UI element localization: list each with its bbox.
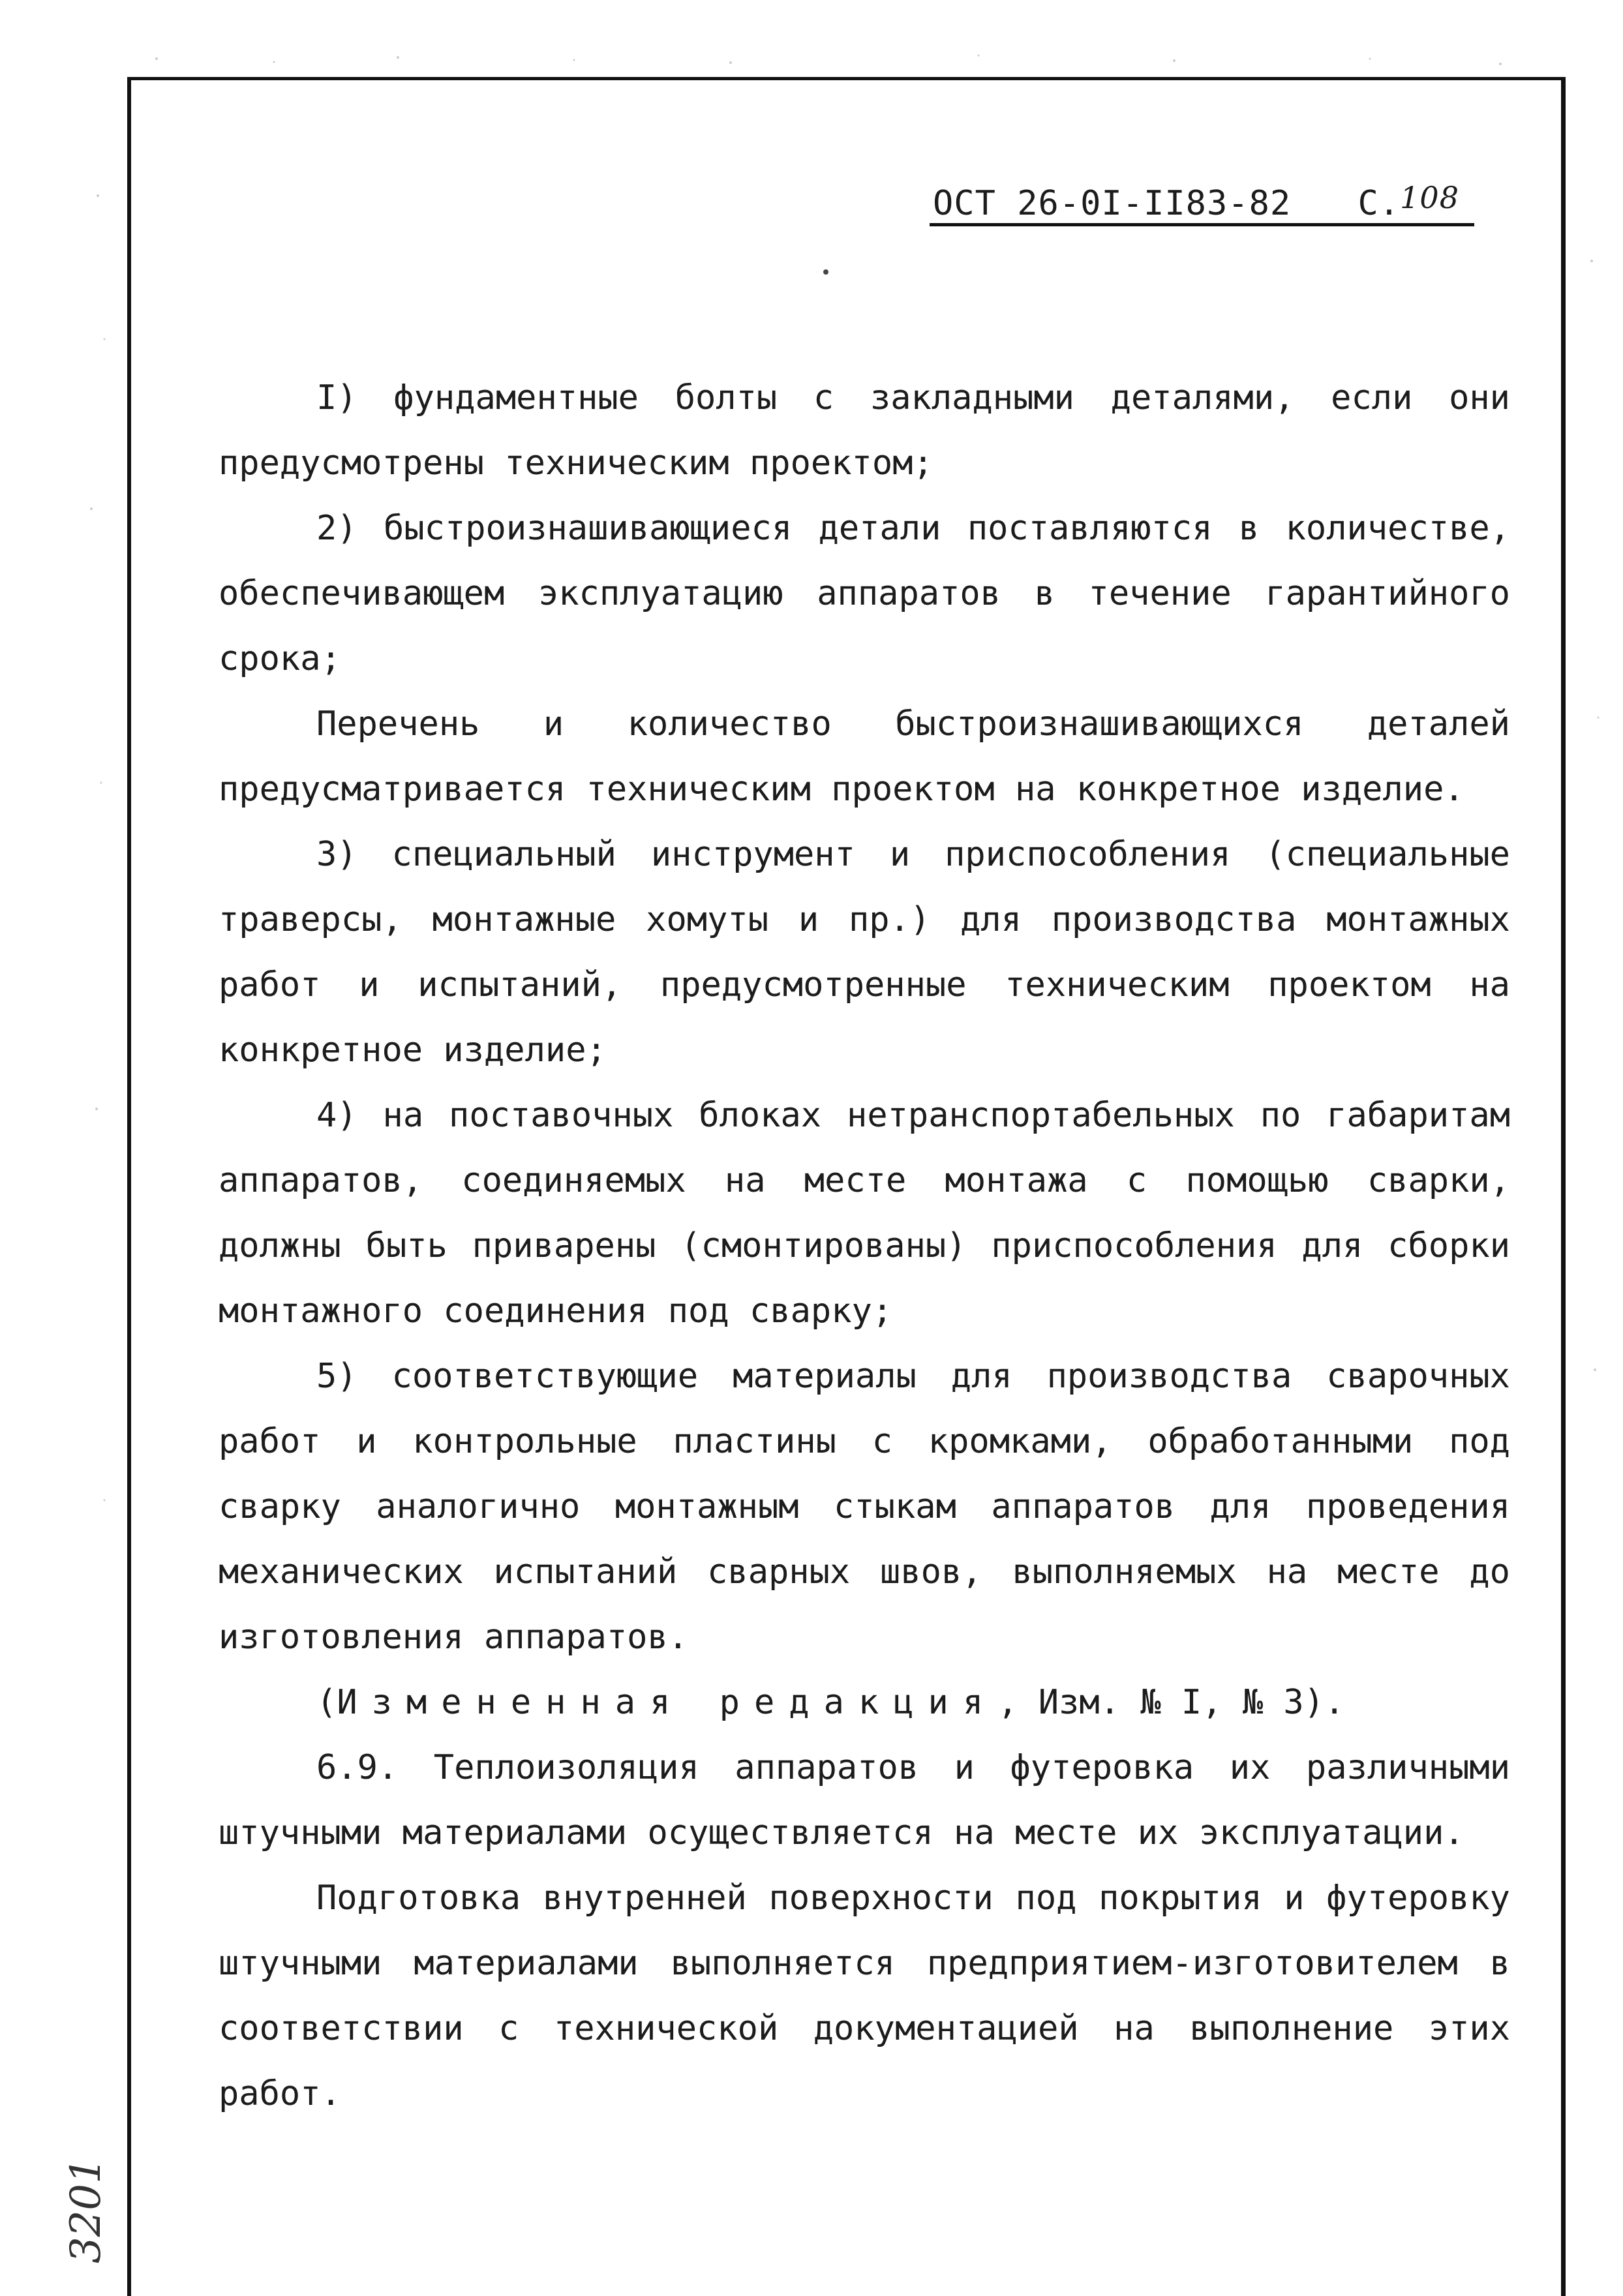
revision-label: Измененная редакция — [337, 1683, 998, 1722]
list-item-2: 2) быстроизнашивающиеся детали поставляются в количестве, обеспечивающем эксплуатацию аппаратов в течение гарантийного срока; — [219, 509, 1510, 678]
list-item-4: 4) на поставочных блоках нетранспортабельных по габаритам аппаратов, соединяемых на месте монтажа с помощью сварки, должны быть приварены (смонтированы) приспособления для сборки монтажного соединения под сварку; — [219, 1096, 1510, 1331]
page-number: 108 — [1400, 180, 1459, 215]
list-item-5: 5) соответствующие материалы для производства сварочных работ и контрольные пластины с кромками, обработанными под сварку аналогично монтажным стыкам аппаратов для проведения механических испытаний сварных швов, выполняемых на месте до изготовления аппаратов. — [219, 1357, 1510, 1657]
spare-parts-note: Перечень и количество быстроизнашивающихся деталей предусматривается техническим проектом на конкретное изделие. — [219, 704, 1510, 809]
list-item-1: I) фундаментные болты с закладными деталями, если они предусмотрены техническим проектом; — [219, 378, 1510, 483]
margin-handwriting: 3201 — [62, 2157, 110, 2263]
revision-changes: , Изм. № I, № 3). — [997, 1683, 1345, 1722]
surface-prep-paragraph: Подготовка внутренней поверхности под покрытия и футеровку штучными материалами выполняется предприятием-изготовителем в соответствии с технической документацией на выполнение этих работ. — [219, 1879, 1510, 2113]
standard-code: ОСТ 26-0I-II83-82 — [933, 184, 1292, 223]
section-6-9: 6.9. Теплоизоляция аппаратов и футеровка их различными штучными материалами осуществляется на месте их эксплуатации. — [219, 1748, 1510, 1852]
document-body — [219, 365, 1510, 2126]
list-item-3: 3) специальный инструмент и приспособления (специальные траверсы, монтажные хомуты и пр.) для производства монтажных работ и испытаний, предусмотренные техническим проектом на конкретное изделие; — [219, 835, 1510, 1070]
page-prefix: С. — [1358, 184, 1401, 223]
header-underline — [930, 223, 1474, 226]
scan-dot — [823, 269, 828, 275]
revision-note: (Измененная редакция, Изм. № I, № 3). — [316, 1683, 1345, 1722]
